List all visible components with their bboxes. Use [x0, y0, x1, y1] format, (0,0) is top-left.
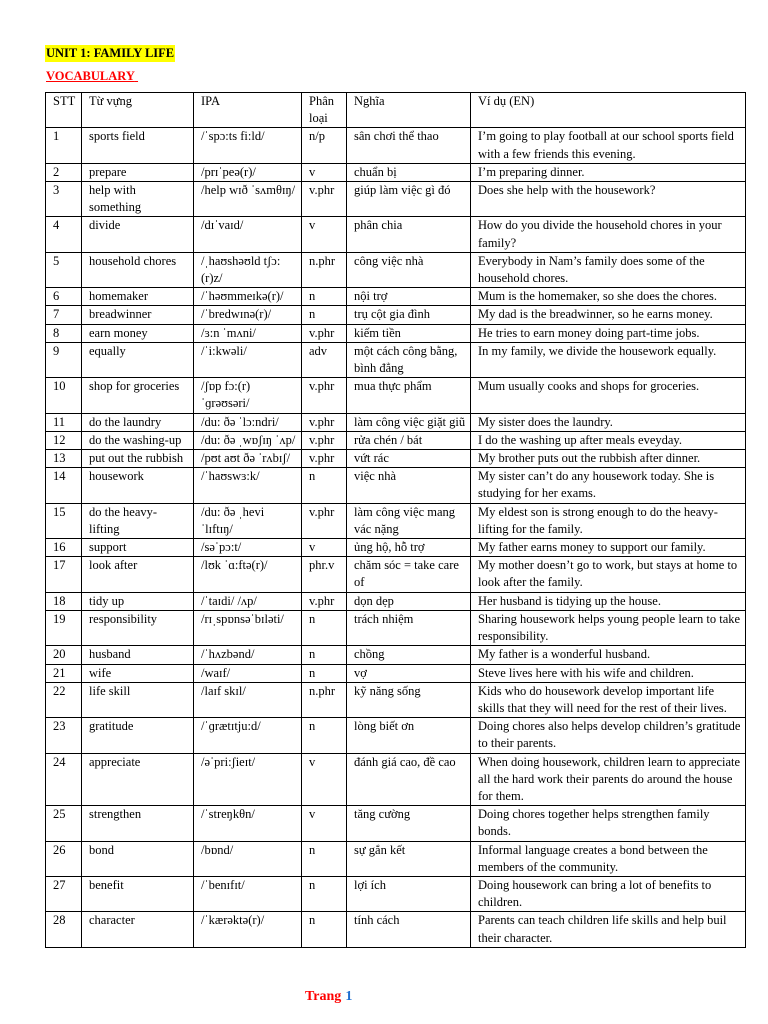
ipa-cell: /ˈhʌzbənd/	[194, 646, 302, 664]
word-cell: earn money	[82, 324, 194, 342]
word-cell: wife	[82, 664, 194, 682]
column-header-meaning: Nghĩa	[347, 93, 471, 128]
example-cell: I do the washing up after meals eveyday.	[471, 431, 746, 449]
stt-cell: 18	[46, 592, 82, 610]
word-cell: life skill	[82, 682, 194, 717]
meaning-cell: vứt rác	[347, 450, 471, 468]
word-type-cell: n	[302, 646, 347, 664]
stt-cell: 16	[46, 539, 82, 557]
table-header-row	[46, 93, 746, 128]
ipa-cell: /ˈɡrætɪtju:d/	[194, 718, 302, 753]
page-footer	[305, 988, 352, 1006]
table-row	[46, 342, 746, 377]
ipa-cell: /ˈkærəktə(r)/	[194, 912, 302, 947]
word-cell: bond	[82, 841, 194, 876]
word-type-cell: v.phr	[302, 324, 347, 342]
ipa-cell: /ˈspɔ:ts fi:ld/	[194, 128, 302, 163]
word-type-cell: v	[302, 806, 347, 841]
stt-cell: 23	[46, 718, 82, 753]
word-cell: do the laundry	[82, 413, 194, 431]
table-row	[46, 413, 746, 431]
meaning-cell: dọn dẹp	[347, 592, 471, 610]
ipa-cell: /səˈpɔ:t/	[194, 539, 302, 557]
table-row	[46, 557, 746, 592]
table-row	[46, 378, 746, 413]
stt-cell: 14	[46, 468, 82, 503]
example-cell: I’m preparing dinner.	[471, 163, 746, 181]
example-cell: Kids who do housework develop important life skills that they will need for the rest of their lives.	[471, 682, 746, 717]
example-cell: My father earns money to support our family.	[471, 539, 746, 557]
word-cell: gratitude	[82, 718, 194, 753]
stt-cell: 22	[46, 682, 82, 717]
example-cell: My dad is the breadwinner, so he earns money.	[471, 306, 746, 324]
table-row	[46, 503, 746, 538]
meaning-cell: một cách công bằng, bình đẳng	[347, 342, 471, 377]
word-cell: household chores	[82, 252, 194, 287]
ipa-cell: /pʊt aʊt ðə ˈrʌbɪʃ/	[194, 450, 302, 468]
example-cell: Steve lives here with his wife and children.	[471, 664, 746, 682]
table-row	[46, 841, 746, 876]
column-header-type: Phân loại	[302, 93, 347, 128]
stt-cell: 24	[46, 753, 82, 806]
word-type-cell: v	[302, 217, 347, 252]
meaning-cell: lợi ích	[347, 876, 471, 911]
ipa-cell: /ɜ:n ˈmʌni/	[194, 324, 302, 342]
stt-cell: 7	[46, 306, 82, 324]
word-cell: equally	[82, 342, 194, 377]
stt-cell: 27	[46, 876, 82, 911]
example-cell: Informal language creates a bond between the members of the community.	[471, 841, 746, 876]
meaning-cell: đánh giá cao, đề cao	[347, 753, 471, 806]
example-cell: Mum usually cooks and shops for groceries.	[471, 378, 746, 413]
table-row	[46, 912, 746, 947]
word-type-cell: n	[302, 468, 347, 503]
ipa-cell: /rɪˌspɒnsəˈbɪləti/	[194, 610, 302, 645]
word-cell: responsibility	[82, 610, 194, 645]
meaning-cell: sân chơi thể thao	[347, 128, 471, 163]
example-cell: Everybody in Nam’s family does some of the household chores.	[471, 252, 746, 287]
table-row	[46, 450, 746, 468]
table-row	[46, 288, 746, 306]
ipa-cell: /ʃɒp fɔ:(r) ˈɡrəʊsəri/	[194, 378, 302, 413]
table-row	[46, 610, 746, 645]
example-cell: Does she help with the housework?	[471, 182, 746, 217]
table-row	[46, 753, 746, 806]
table-row	[46, 182, 746, 217]
page-number: 1	[345, 989, 353, 1004]
word-cell: do the washing-up	[82, 431, 194, 449]
word-type-cell: n.phr	[302, 252, 347, 287]
stt-cell: 26	[46, 841, 82, 876]
ipa-cell: /ˈhəʊmmeɪkə(r)/	[194, 288, 302, 306]
word-type-cell: n/p	[302, 128, 347, 163]
table-row	[46, 592, 746, 610]
word-type-cell: n.phr	[302, 682, 347, 717]
ipa-cell: /du: ðə ˈlɔ:ndri/	[194, 413, 302, 431]
word-cell: support	[82, 539, 194, 557]
example-cell: Mum is the homemaker, so she does the chores.	[471, 288, 746, 306]
word-cell: put out the rubbish	[82, 450, 194, 468]
stt-cell: 25	[46, 806, 82, 841]
unit-title: UNIT 1: FAMILY LIFE	[46, 46, 175, 60]
word-type-cell: v.phr	[302, 413, 347, 431]
meaning-cell: phân chia	[347, 217, 471, 252]
table-row	[46, 163, 746, 181]
stt-cell: 5	[46, 252, 82, 287]
word-type-cell: v	[302, 753, 347, 806]
meaning-cell: lòng biết ơn	[347, 718, 471, 753]
column-header-ipa: IPA	[194, 93, 302, 128]
example-cell: How do you divide the household chores in your family?	[471, 217, 746, 252]
stt-cell: 20	[46, 646, 82, 664]
word-type-cell: adv	[302, 342, 347, 377]
stt-cell: 1	[46, 128, 82, 163]
word-cell: benefit	[82, 876, 194, 911]
word-cell: shop for groceries	[82, 378, 194, 413]
table-row	[46, 682, 746, 717]
stt-cell: 17	[46, 557, 82, 592]
word-cell: character	[82, 912, 194, 947]
word-type-cell: v.phr	[302, 182, 347, 217]
example-cell: My mother doesn’t go to work, but stays at home to look after the family.	[471, 557, 746, 592]
table-row	[46, 252, 746, 287]
word-type-cell: n	[302, 876, 347, 911]
ipa-cell: /laɪf skɪl/	[194, 682, 302, 717]
stt-cell: 10	[46, 378, 82, 413]
word-cell: housework	[82, 468, 194, 503]
meaning-cell: giúp làm việc gì đó	[347, 182, 471, 217]
stt-cell: 13	[46, 450, 82, 468]
page-label: Trang	[305, 989, 342, 1004]
column-header-word: Từ vựng	[82, 93, 194, 128]
word-type-cell: v.phr	[302, 431, 347, 449]
meaning-cell: công việc nhà	[347, 252, 471, 287]
stt-cell: 6	[46, 288, 82, 306]
word-cell: homemaker	[82, 288, 194, 306]
word-type-cell: n	[302, 664, 347, 682]
example-cell: In my family, we divide the housework equally.	[471, 342, 746, 377]
meaning-cell: chồng	[347, 646, 471, 664]
example-cell: When doing housework, children learn to appreciate all the hard work their parents do around the house for them.	[471, 753, 746, 806]
ipa-cell: /ˈi:kwəli/	[194, 342, 302, 377]
meaning-cell: rửa chén / bát	[347, 431, 471, 449]
table-row	[46, 324, 746, 342]
ipa-cell: /bɒnd/	[194, 841, 302, 876]
stt-cell: 19	[46, 610, 82, 645]
stt-cell: 15	[46, 503, 82, 538]
table-row	[46, 539, 746, 557]
example-cell: Doing chores together helps strengthen family bonds.	[471, 806, 746, 841]
example-cell: He tries to earn money doing part-time jobs.	[471, 324, 746, 342]
example-cell: I’m going to play football at our school sports field with a few friends this evening.	[471, 128, 746, 163]
ipa-cell: /prɪˈpeə(r)/	[194, 163, 302, 181]
example-cell: Doing chores also helps develop children’s gratitude to their parents.	[471, 718, 746, 753]
meaning-cell: sự gắn kết	[347, 841, 471, 876]
meaning-cell: kiếm tiền	[347, 324, 471, 342]
meaning-cell: trách nhiệm	[347, 610, 471, 645]
word-cell: husband	[82, 646, 194, 664]
word-cell: strengthen	[82, 806, 194, 841]
word-cell: help with something	[82, 182, 194, 217]
word-cell: sports field	[82, 128, 194, 163]
meaning-cell: kỹ năng sống	[347, 682, 471, 717]
word-type-cell: n	[302, 841, 347, 876]
example-cell: My brother puts out the rubbish after dinner.	[471, 450, 746, 468]
vocabulary-table-body	[46, 128, 746, 947]
table-row	[46, 664, 746, 682]
word-type-cell: n	[302, 610, 347, 645]
word-type-cell: v	[302, 163, 347, 181]
word-cell: prepare	[82, 163, 194, 181]
meaning-cell: chuẩn bị	[347, 163, 471, 181]
example-cell: Her husband is tidying up the house.	[471, 592, 746, 610]
example-cell: My eldest son is strong enough to do the heavy-lifting for the family.	[471, 503, 746, 538]
ipa-cell: /əˈpri:ʃieɪt/	[194, 753, 302, 806]
example-cell: Parents can teach children life skills and help buil their character.	[471, 912, 746, 947]
meaning-cell: ủng hộ, hỗ trợ	[347, 539, 471, 557]
word-cell: appreciate	[82, 753, 194, 806]
ipa-cell: /ˌhaʊshəʊld tʃɔ:(r)z/	[194, 252, 302, 287]
ipa-cell: /waɪf/	[194, 664, 302, 682]
word-type-cell: v.phr	[302, 378, 347, 413]
word-cell: divide	[82, 217, 194, 252]
word-type-cell: n	[302, 306, 347, 324]
word-type-cell: v.phr	[302, 450, 347, 468]
word-type-cell: n	[302, 288, 347, 306]
stt-cell: 9	[46, 342, 82, 377]
meaning-cell: nội trợ	[347, 288, 471, 306]
ipa-cell: /dɪˈvaɪd/	[194, 217, 302, 252]
column-header-example: Ví dụ (EN)	[471, 93, 746, 128]
table-row	[46, 718, 746, 753]
stt-cell: 28	[46, 912, 82, 947]
meaning-cell: làm công việc mang vác nặng	[347, 503, 471, 538]
column-header-stt: STT	[46, 93, 82, 128]
example-cell: My father is a wonderful husband.	[471, 646, 746, 664]
table-row	[46, 468, 746, 503]
vocabulary-table	[45, 92, 746, 948]
section-title: VOCABULARY	[46, 69, 135, 83]
example-cell: My sister can’t do any housework today. She is studying for her exams.	[471, 468, 746, 503]
meaning-cell: chăm sóc = take care of	[347, 557, 471, 592]
stt-cell: 8	[46, 324, 82, 342]
meaning-cell: việc nhà	[347, 468, 471, 503]
word-type-cell: v.phr	[302, 592, 347, 610]
table-row	[46, 217, 746, 252]
example-cell: My sister does the laundry.	[471, 413, 746, 431]
table-row	[46, 646, 746, 664]
table-row	[46, 128, 746, 163]
stt-cell: 21	[46, 664, 82, 682]
ipa-cell: /ˈbenɪfɪt/	[194, 876, 302, 911]
meaning-cell: mua thực phẩm	[347, 378, 471, 413]
word-cell: breadwinner	[82, 306, 194, 324]
stt-cell: 3	[46, 182, 82, 217]
ipa-cell: /du: ðə ˌhevi ˈlɪftɪŋ/	[194, 503, 302, 538]
word-type-cell: v.phr	[302, 503, 347, 538]
word-cell: tidy up	[82, 592, 194, 610]
stt-cell: 11	[46, 413, 82, 431]
word-cell: look after	[82, 557, 194, 592]
ipa-cell: /lʊk ˈɑ:ftə(r)/	[194, 557, 302, 592]
meaning-cell: tính cách	[347, 912, 471, 947]
word-type-cell: v	[302, 539, 347, 557]
stt-cell: 4	[46, 217, 82, 252]
word-type-cell: n	[302, 718, 347, 753]
example-cell: Doing housework can bring a lot of benefits to children.	[471, 876, 746, 911]
ipa-cell: /ˈhaʊswɜ:k/	[194, 468, 302, 503]
ipa-cell: /ˈbredwɪnə(r)/	[194, 306, 302, 324]
meaning-cell: làm công việc giặt giũ	[347, 413, 471, 431]
ipa-cell: /help wɪð ˈsʌmθɪŋ/	[194, 182, 302, 217]
meaning-cell: trụ cột gia đình	[347, 306, 471, 324]
meaning-cell: vợ	[347, 664, 471, 682]
example-cell: Sharing housework helps young people learn to take responsibility.	[471, 610, 746, 645]
ipa-cell: /ˈstreŋkθn/	[194, 806, 302, 841]
table-row	[46, 876, 746, 911]
ipa-cell: /du: ðə ˌwɒʃɪŋ ˈʌp/	[194, 431, 302, 449]
meaning-cell: tăng cường	[347, 806, 471, 841]
stt-cell: 12	[46, 431, 82, 449]
word-type-cell: phr.v	[302, 557, 347, 592]
word-type-cell: n	[302, 912, 347, 947]
ipa-cell: /ˈtaɪdi/ /ʌp/	[194, 592, 302, 610]
table-row	[46, 306, 746, 324]
stt-cell: 2	[46, 163, 82, 181]
word-cell: do the heavy-lifting	[82, 503, 194, 538]
table-row	[46, 431, 746, 449]
table-row	[46, 806, 746, 841]
